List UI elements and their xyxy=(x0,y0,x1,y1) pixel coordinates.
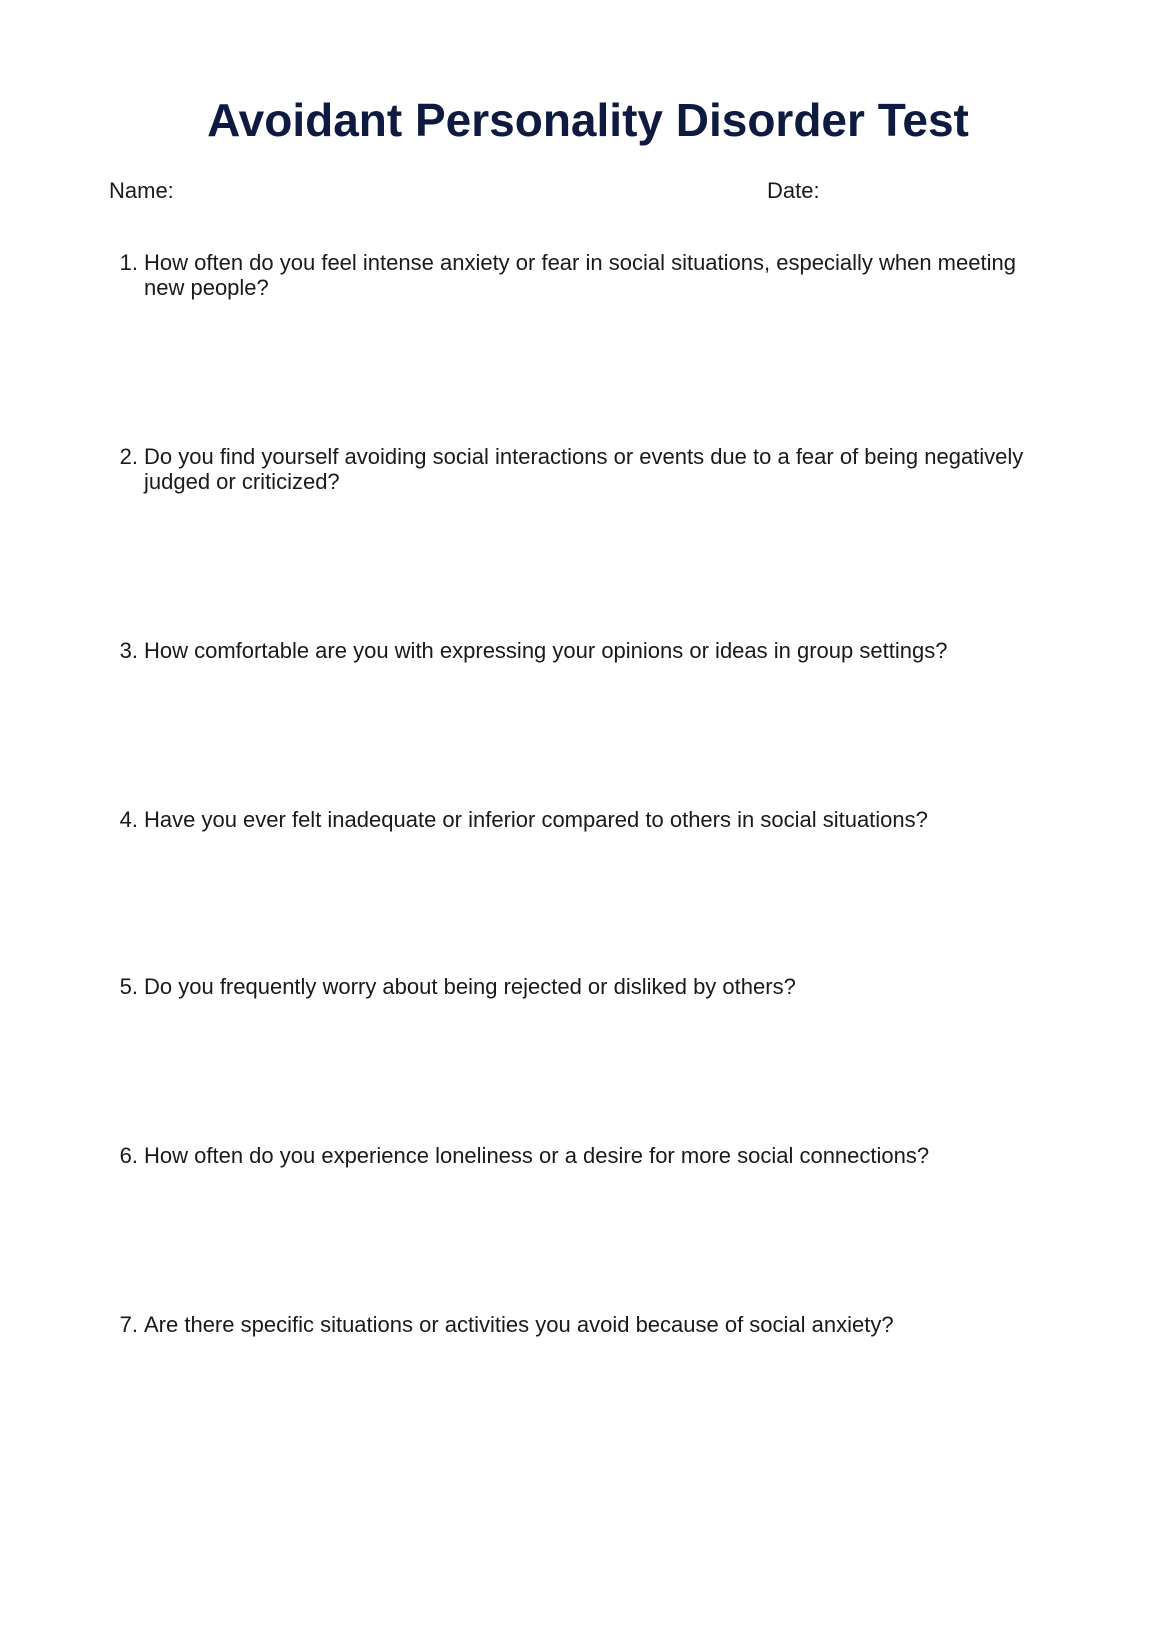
question-number: 6. xyxy=(119,1143,138,1168)
question-text: Have you ever felt inadequate or inferior compared to others in social situations? xyxy=(144,807,928,832)
question-item xyxy=(110,444,1060,494)
page-title: Avoidant Personality Disorder Test xyxy=(207,94,969,146)
question-number: 2. xyxy=(119,444,138,469)
question-text: Are there specific situations or activities you avoid because of social anxiety? xyxy=(144,1312,894,1337)
question-text: Do you find yourself avoiding social interactions or events due to a fear of being negatively judged or criticized? xyxy=(144,444,1024,494)
question-text: Do you frequently worry about being rejected or disliked by others? xyxy=(144,974,796,999)
question-item xyxy=(110,1143,1060,1168)
question-item xyxy=(110,807,1060,832)
question-item xyxy=(110,1312,1060,1337)
question-item xyxy=(110,250,1060,300)
name-field-label: Name: xyxy=(109,178,174,203)
question-text: How comfortable are you with expressing your opinions or ideas in group settings? xyxy=(144,638,948,663)
question-number: 1. xyxy=(119,250,138,275)
question-number: 5. xyxy=(119,974,138,999)
date-field-label: Date: xyxy=(767,178,820,203)
question-number: 4. xyxy=(119,807,138,832)
question-number: 3. xyxy=(119,638,138,663)
question-text: How often do you experience loneliness or a desire for more social connections? xyxy=(144,1143,930,1168)
question-text: How often do you feel intense anxiety or fear in social situations, especially when meeting new people? xyxy=(144,250,1016,300)
question-item xyxy=(110,974,1060,999)
question-item xyxy=(110,638,1060,663)
question-number: 7. xyxy=(119,1312,138,1337)
